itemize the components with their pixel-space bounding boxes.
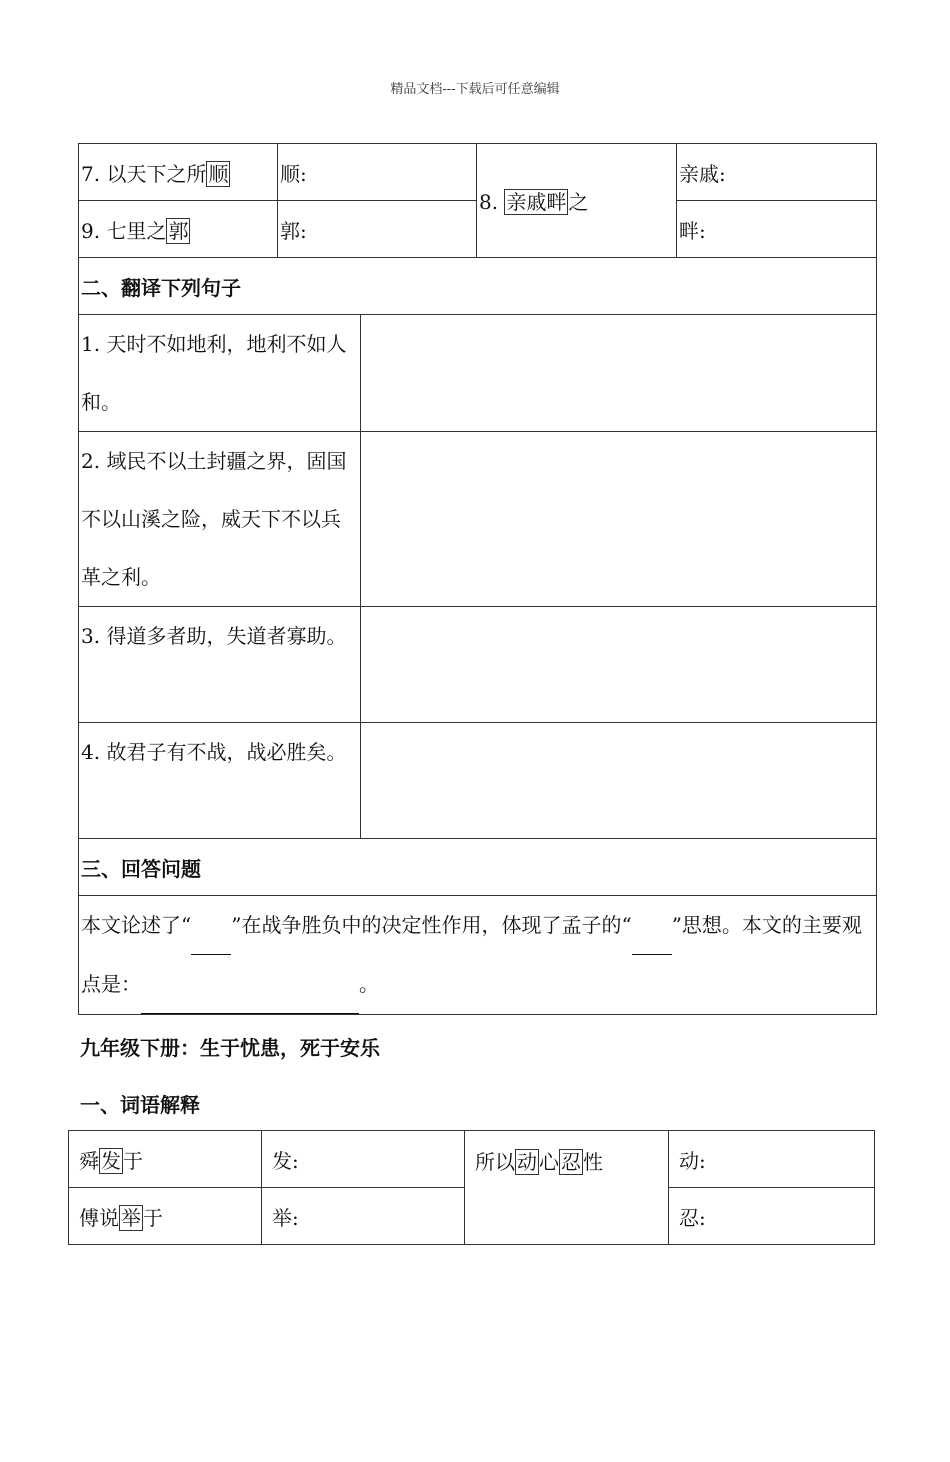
sentence-cell: 4. 故君子有不战，战必胜矣。 — [79, 723, 361, 839]
sentence-cell: 3. 得道多者助，失道者寡助。 — [79, 607, 361, 723]
answer-cell[interactable]: 动: — [669, 1131, 875, 1188]
section-title: 二、翻译下列句子 — [79, 258, 877, 315]
answer-cell[interactable]: 郭: — [278, 201, 477, 258]
fill-blank[interactable] — [141, 955, 359, 1014]
boxed-char: 动 — [517, 1150, 537, 1174]
answer-cell[interactable]: 亲戚: — [677, 144, 877, 201]
translation-answer[interactable] — [361, 432, 877, 607]
vocab-item: 傅说 举 于 — [69, 1188, 262, 1245]
vocab-item-9: 9. 七里之 郭 — [79, 201, 278, 258]
vocab-table — [68, 1130, 875, 1245]
lesson-title: 九年级下册：生于忧患，死于安乐 — [80, 1036, 380, 1060]
boxed-char: 郭 — [168, 218, 189, 243]
page-header: 精品文档---下载后可任意编辑 — [390, 82, 560, 97]
answer-cell[interactable]: 忍: — [669, 1188, 875, 1245]
vocab-item-7: 7. 以天下之所 顺 — [79, 144, 278, 201]
fill-blank[interactable] — [191, 896, 231, 955]
vocab-item-8: 8. 亲戚畔 之 — [477, 144, 677, 258]
boxed-char: 顺 — [208, 161, 229, 186]
translation-answer[interactable] — [361, 723, 877, 839]
boxed-char: 发 — [101, 1148, 121, 1173]
boxed-char: 举 — [121, 1205, 141, 1230]
vocab-item: 所以 动 心 忍 性 — [465, 1131, 669, 1245]
translation-answer[interactable] — [361, 315, 877, 432]
answer-cell[interactable]: 举: — [262, 1188, 465, 1245]
fill-blank[interactable] — [632, 896, 672, 955]
question-cell: 本文论述了“ ”在战争胜负中的决定性作用，体现了孟子的“ ”思想。本文的主要观点是： 。 — [79, 896, 877, 1015]
sentence-cell: 2. 域民不以土封疆之界，固国不以山溪之险，威天下不以兵革之利。 — [79, 432, 361, 607]
answer-cell[interactable]: 畔: — [677, 201, 877, 258]
boxed-char: 亲戚畔 — [506, 190, 567, 214]
answer-cell[interactable]: 发: — [262, 1131, 465, 1188]
sentence-cell: 1. 天时不如地利，地利不如人和。 — [79, 315, 361, 432]
vocab-item: 舜 发 于 — [69, 1131, 262, 1188]
section-title: 三、回答问题 — [79, 839, 877, 896]
section-title: 一、词语解释 — [80, 1093, 200, 1117]
answer-cell[interactable]: 顺: — [278, 144, 477, 201]
translation-answer[interactable] — [361, 607, 877, 723]
boxed-char: 忍 — [561, 1150, 581, 1174]
exercise-table — [78, 143, 877, 1015]
